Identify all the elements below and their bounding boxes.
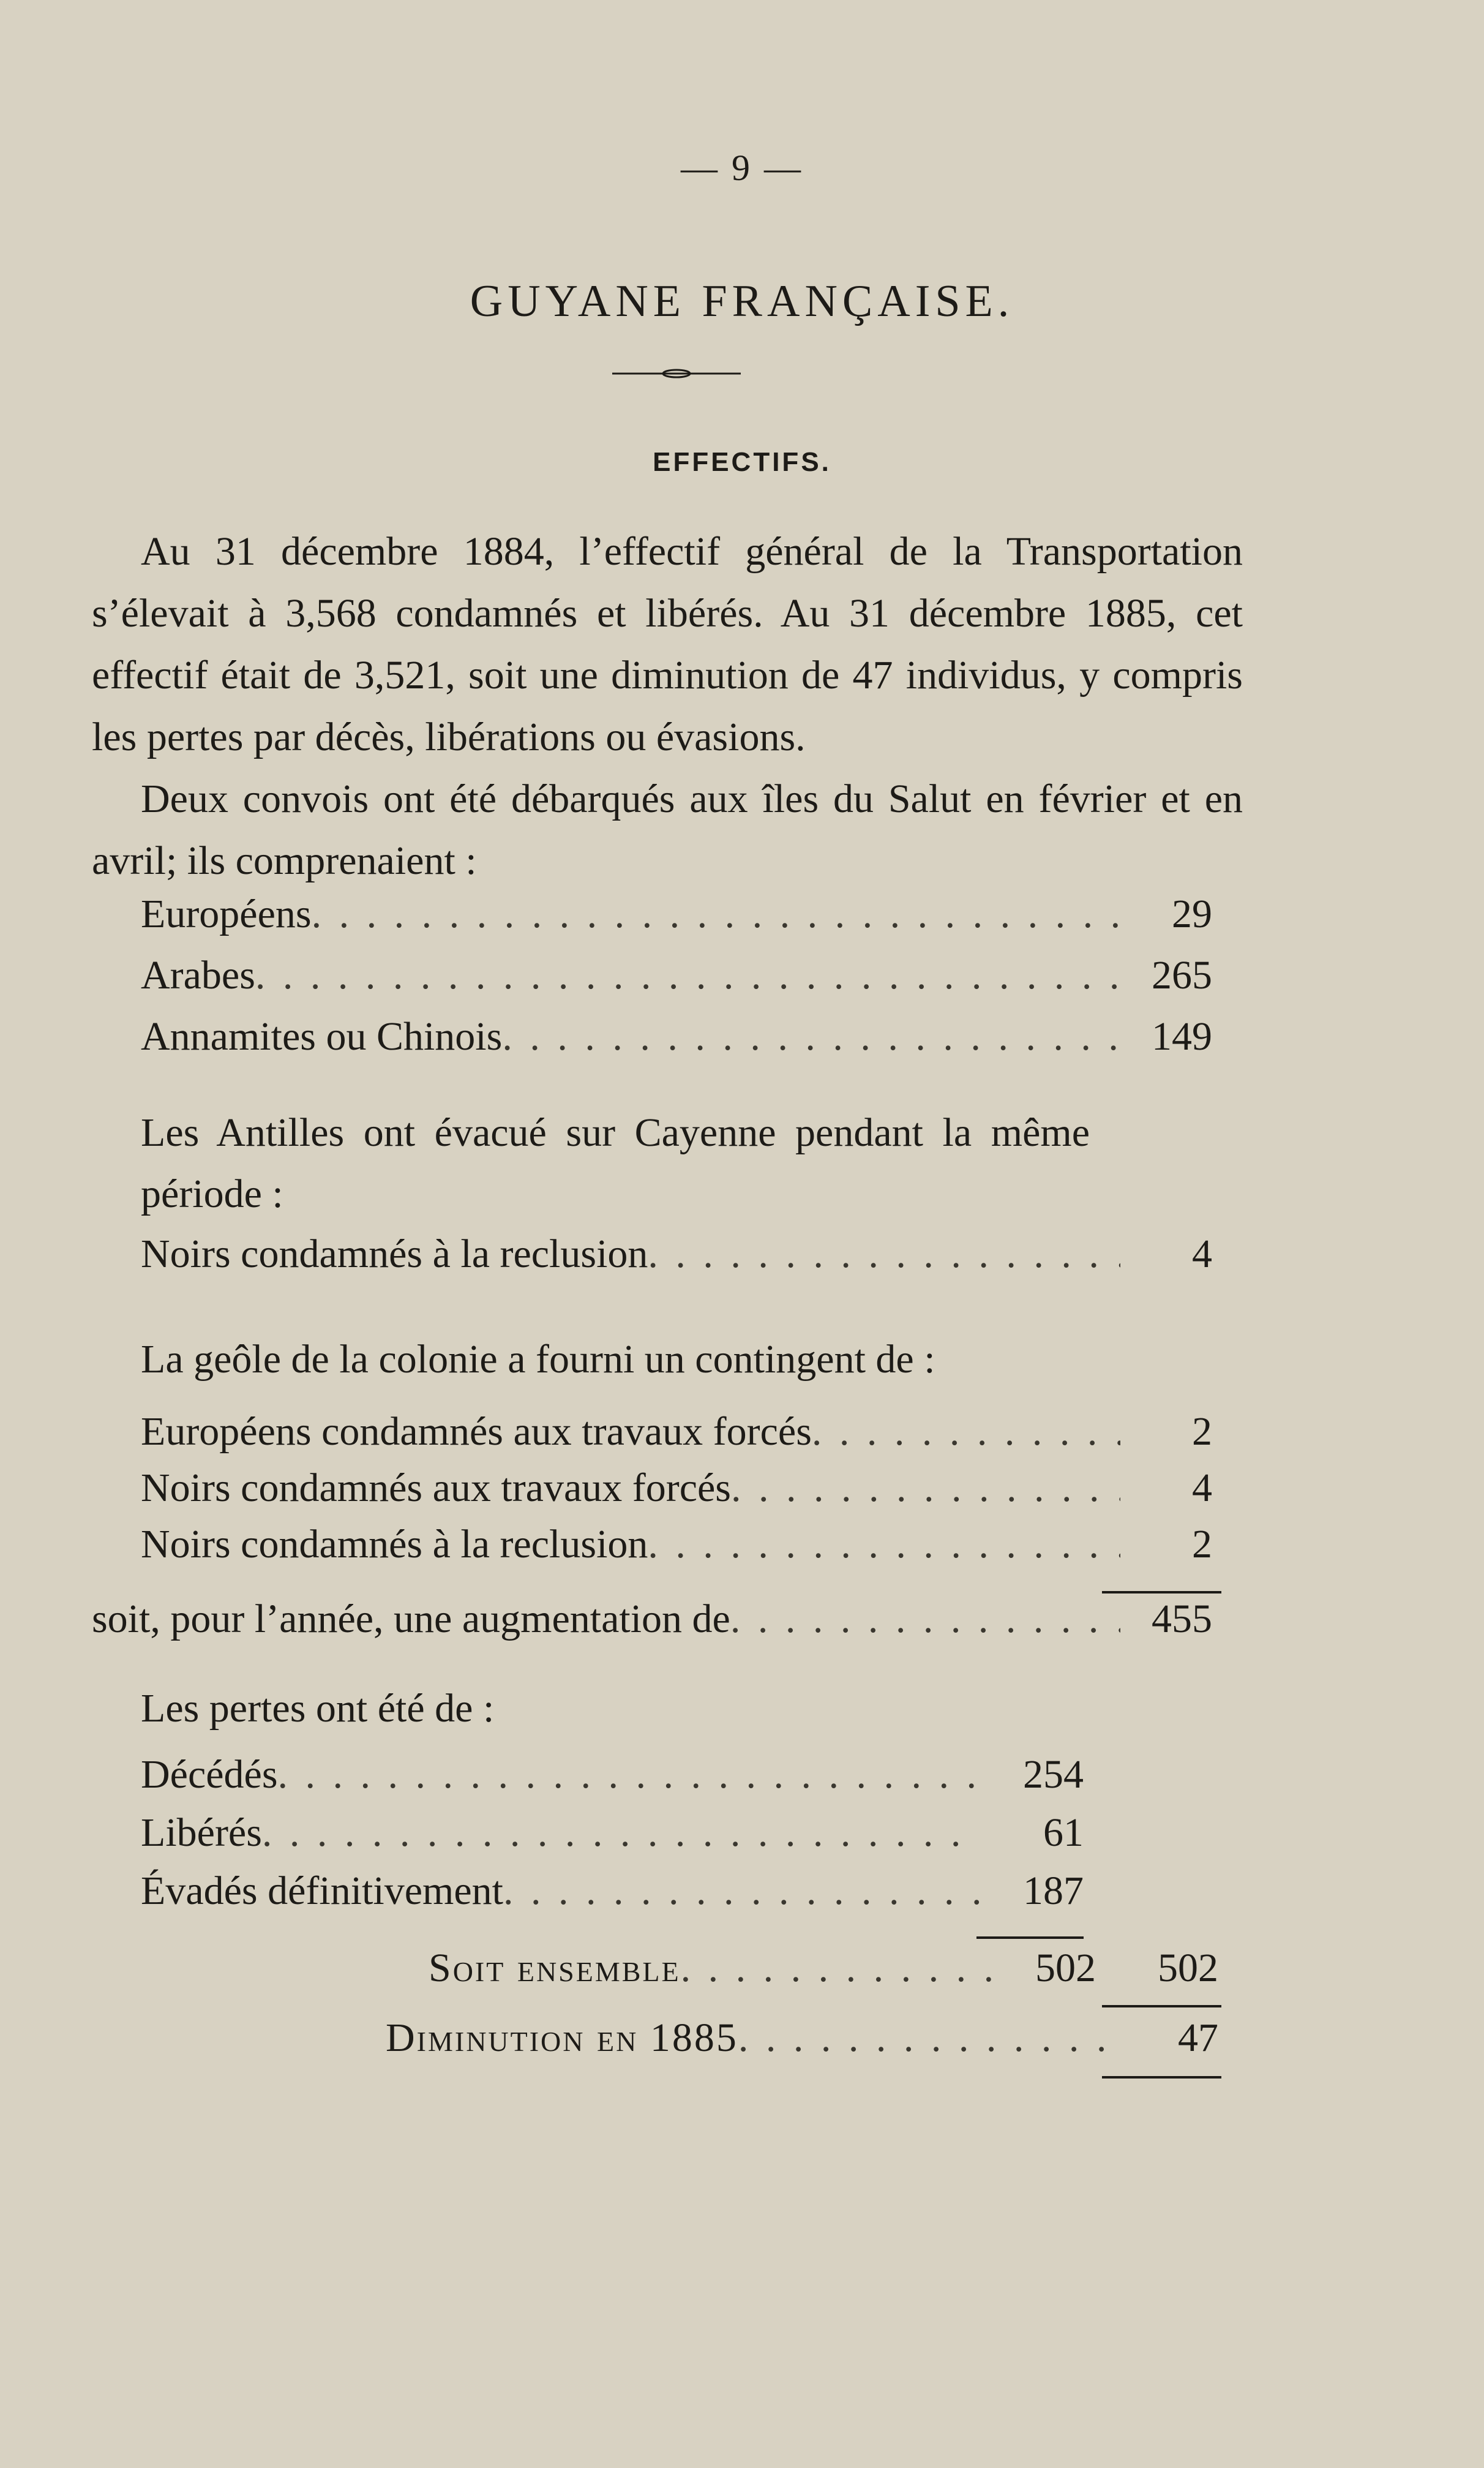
list-item: Européens . . . 29 xyxy=(141,891,1212,952)
paragraph-effectif xyxy=(92,521,1243,892)
list-item: Noirs condamnés à la reclusion . . . 2 xyxy=(141,1521,1212,1578)
list-item: Évadés définitivement . . . 187 xyxy=(141,1868,1084,1926)
list-item: Décédés . . . 254 xyxy=(141,1751,1084,1810)
paragraph-text: Deux convois ont été débarqués aux îles du Salut en février et en avril; ils comprenaient : xyxy=(92,777,1243,883)
geole-list xyxy=(141,1409,1212,1578)
paragraph-pertes: Les pertes ont été de : xyxy=(141,1686,495,1731)
list-item: Noirs condamnés à la reclusion . . . 4 xyxy=(141,1231,1212,1292)
list-item: Annamites ou Chinois . . . 149 xyxy=(141,1014,1212,1075)
augmentation-row: soit, pour l’année, une augmentation de . . . 455 xyxy=(92,1596,1212,1657)
list-item: Noirs condamnés aux travaux forcés . . . 4 xyxy=(141,1465,1212,1521)
ornament-divider xyxy=(612,367,741,380)
ensemble-row: Soit ensemble . . . 502 502 xyxy=(429,1945,1218,2006)
list-item: Arabes . . . 265 xyxy=(141,952,1212,1014)
pertes-list xyxy=(141,1751,1084,1926)
antilles-list xyxy=(141,1231,1212,1292)
convois-list xyxy=(141,891,1212,1075)
section-heading: EFFECTIFS. xyxy=(653,447,831,477)
page-number: — 9 — xyxy=(681,148,803,188)
diminution-row: Diminution en 1885 . . . 47 xyxy=(386,2015,1218,2076)
paragraph-text: Au 31 décembre 1884, l’effectif général de la Transportation s’élevait à 3,568 condamnés et libérés. Au 31 décembre 1885, cet effectif était de 3,521, soit une diminution de 47 individus, y compris les pertes par décès, libérations ou évasions. xyxy=(92,529,1243,759)
sum-rule xyxy=(1102,1591,1221,1593)
list-item: Européens condamnés aux travaux forcés . . . 2 xyxy=(141,1409,1212,1465)
page-title: GUYANE FRANÇAISE. xyxy=(470,276,1014,326)
paragraph-antilles: Les Antilles ont évacué sur Cayenne pendant la même période : xyxy=(141,1110,1090,1216)
list-item: Libérés . . . 61 xyxy=(141,1810,1084,1868)
sum-rule xyxy=(1102,2005,1221,2007)
paragraph-geole: La geôle de la colonie a fourni un contingent de : xyxy=(141,1337,935,1382)
total-rule xyxy=(1102,2076,1221,2079)
sum-rule xyxy=(976,1936,1084,1939)
